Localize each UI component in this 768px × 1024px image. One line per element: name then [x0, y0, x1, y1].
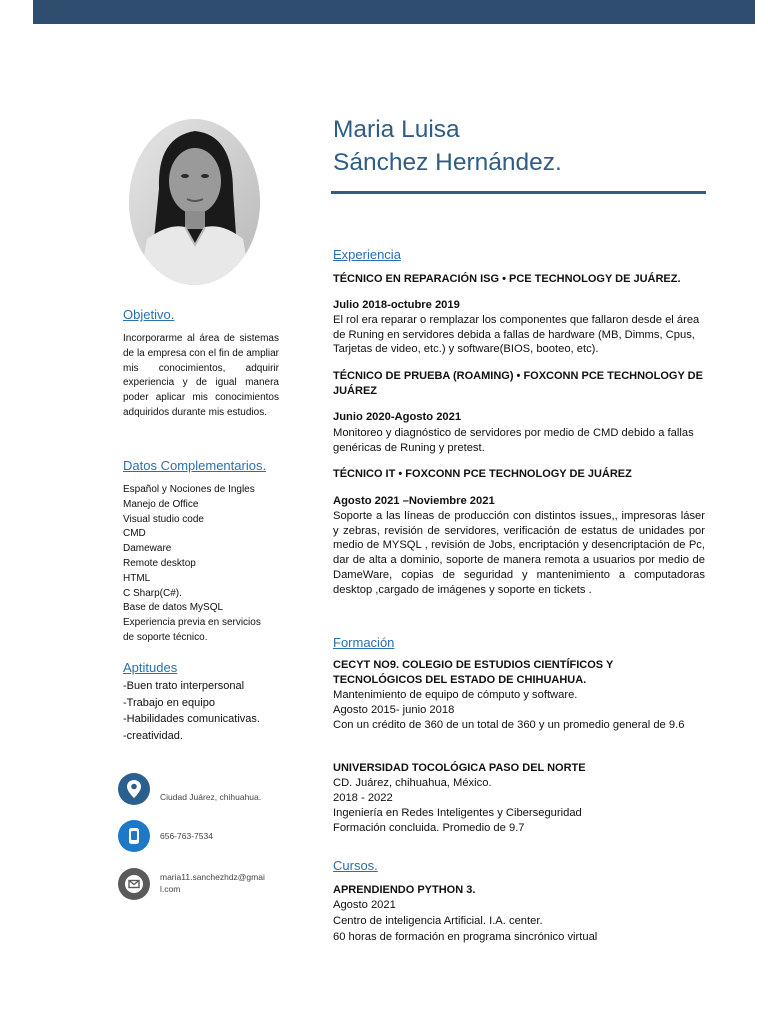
list-item: Visual studio code	[123, 513, 204, 525]
list-item: Base de datos MySQL	[123, 602, 224, 614]
contact-phone: 656-763-7534	[160, 831, 213, 841]
email-line: l.com	[160, 884, 181, 894]
cursos-heading: Cursos.	[333, 858, 378, 873]
contact-location: Ciudad Juárez, chihuahua.	[160, 792, 262, 802]
course-detail: Centro de inteligencia Artificial. I.A. center.	[333, 915, 543, 927]
location-pin-icon	[118, 773, 150, 805]
job-title: TÉCNICO IT • FOXCONN PCE TECHNOLOGY DE JUÁREZ	[333, 468, 632, 480]
list-item: -Habilidades comunicativas.	[123, 713, 260, 725]
candidate-name	[333, 113, 562, 179]
name-line-2: Sánchez Hernández.	[333, 149, 562, 176]
school-detail: 2018 - 2022	[333, 792, 393, 804]
list-item: Experiencia previa en servicios	[123, 617, 261, 629]
job-dates: Julio 2018-octubre 2019	[333, 299, 460, 311]
course-detail: 60 horas de formación en programa sincrónico virtual	[333, 931, 598, 943]
school-name: UNIVERSIDAD TOCOLÓGICA PASO DEL NORTE	[333, 762, 586, 774]
list-item: Dameware	[123, 543, 172, 555]
email-line: maria11.sanchezhdz@gmai	[160, 872, 265, 882]
aptitudes-heading: Aptitudes	[123, 660, 178, 675]
list-item: Español y Nociones de Ingles	[123, 484, 255, 495]
job-description: Monitoreo y diagnóstico de servidores por medio de CMD debido a fallas genéricas de Runing y pretest.	[333, 427, 694, 454]
school-detail: Formación concluida. Promedio de 9.7	[333, 822, 525, 834]
course-title: APRENDIENDO PYTHON 3.	[333, 884, 476, 896]
school-detail: CD. Juárez, chihuahua, México.	[333, 777, 492, 789]
job-description: El rol era reparar o remplazar los componentes que fallaron desde el área de Runing en servidores debida a fallas de hardware (MB, Dimms, Cpus, Tarjetas de video, etc.) y software(BIOS, booteo, etc).	[333, 314, 700, 356]
job-dates: Junio 2020-Agosto 2021	[333, 411, 462, 423]
list-item: -Trabajo en equipo	[123, 696, 215, 709]
job-title: TÉCNICO DE PRUEBA (ROAMING) • FOXCONN PCE TECHNOLOGY DE JUÁREZ	[333, 370, 703, 397]
school-detail: Con un crédito de 360 de un total de 360 y un promedio general de 9.6	[333, 719, 685, 731]
objetivo-text: Incorporarme al área de sistemas de la empresa con el fin de ampliar mis conocimientos, adquirir experiencia y de igual manera poder aplicar mis conocimientos adquiridos durante mis estudios.	[123, 333, 279, 418]
portrait-image	[129, 119, 260, 285]
school-detail: Ingeniería en Redes Inteligentes y Ciberseguridad	[333, 807, 582, 819]
contact-email[interactable]	[160, 871, 265, 895]
experiencia-heading: Experiencia	[333, 247, 401, 262]
list-item: CMD	[123, 528, 146, 540]
job-title: TÉCNICO EN REPARACIÓN ISG • PCE TECHNOLOGY DE JUÁREZ.	[333, 273, 681, 285]
list-item: HTML	[123, 572, 151, 584]
name-line-1: Maria Luisa	[333, 116, 460, 143]
name-divider	[331, 191, 706, 194]
list-item: de soporte técnico.	[123, 631, 208, 643]
school-detail: Agosto 2015- junio 2018	[333, 704, 455, 716]
datos-complementarios-list	[123, 483, 283, 646]
job-description: Soporte a las líneas de producción con distintos issues,, impresoras láser y zebras, revisión de servidores, verificación de estatus de unidades por medio de MYSQL , revisión de Jobs, encriptación y desencriptación de Pc, dar de alta a dominio, soporte de manera remota a usuarios por medio de DameWare, copias de seguridad y mantenimiento a computadoras desktop ,cargado de imágenes y soporte en tickets .	[333, 510, 705, 596]
list-item: -Buen trato interpersonal	[123, 680, 245, 692]
aptitudes-list	[123, 678, 293, 744]
course-detail: Agosto 2021	[333, 899, 396, 911]
email-icon	[118, 868, 150, 900]
formacion-heading: Formación	[333, 635, 395, 650]
top-banner	[33, 0, 755, 24]
profile-photo	[129, 119, 260, 285]
list-item: Remote desktop	[123, 557, 196, 569]
list-item: C Sharp(C#).	[123, 587, 182, 599]
list-item: Manejo de Office	[123, 498, 199, 510]
phone-icon	[118, 820, 150, 852]
objetivo-heading: Objetivo.	[123, 307, 175, 322]
job-dates: Agosto 2021 –Noviembre 2021	[333, 495, 495, 507]
school-name: CECYT NO9. COLEGIO DE ESTUDIOS CIENTÍFICOS Y TECNOLÓGICOS DEL ESTADO DE CHIHUAHUA.	[333, 659, 614, 686]
school-detail: Mantenimiento de equipo de cómputo y software.	[333, 689, 578, 701]
datos-complementarios-heading: Datos Complementarios.	[123, 458, 267, 473]
list-item: -creatividad.	[123, 729, 183, 742]
